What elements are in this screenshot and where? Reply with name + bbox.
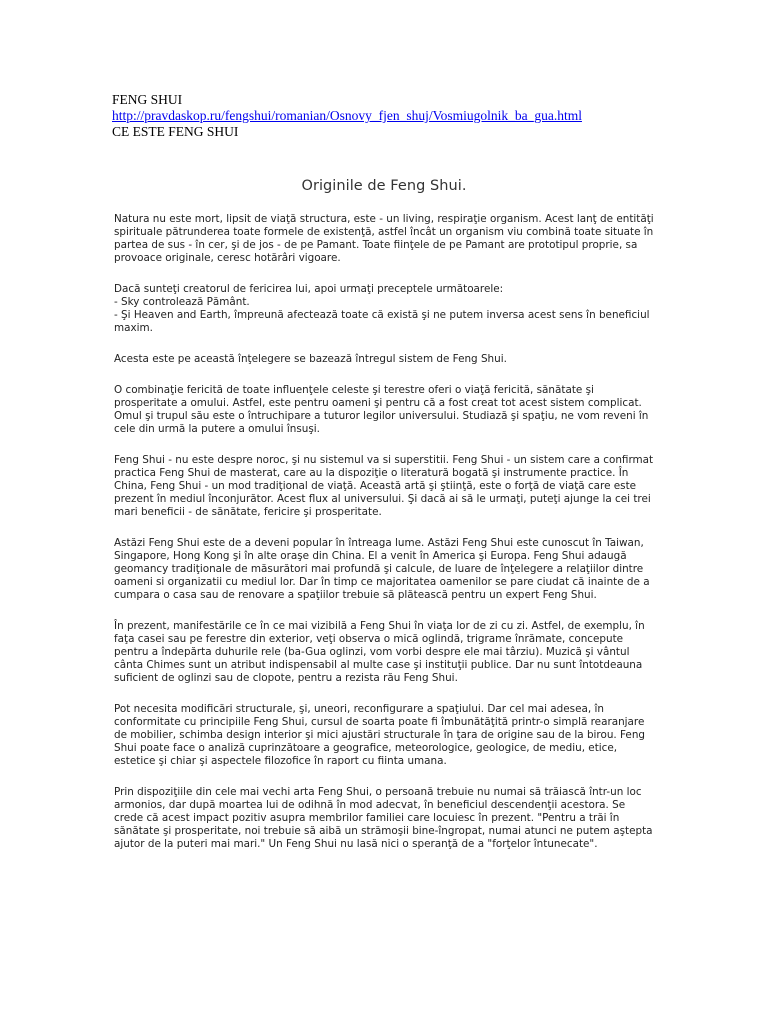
- paragraph-3: Acesta este pe această înţelegere se bazează întregul sistem de Feng Shui.: [114, 353, 507, 365]
- header-title: FENG SHUI: [112, 92, 183, 107]
- source-link[interactable]: http://pravdaskop.ru/fengshui/romanian/Osnovy_fjen_shuj/Vosmiugolnik_ba_gua.html: [112, 108, 582, 123]
- paragraph-1: Natura nu este mort, lipsit de viaţă structura, este - un living, respiraţie organism. Acest lanţ de entităţi spirituale pătrunderea toate formele de existenţă, astfel încât un organism viu combină toate situate în partea de sus - în cer, şi de jos - de pe Pamant. Toate fiinţele de pe Pamant are prototipul proprie, sa provoace originale, ceresc hotărâri vigoare.: [114, 213, 654, 264]
- document-body: [114, 213, 656, 869]
- paragraph-2-item-2: - Şi Heaven and Earth, împreună afectează toate că există şi ne putem inversa acest sens în beneficiul maxim.: [114, 309, 650, 334]
- paragraph-5: Feng Shui - nu este despre noroc, şi nu sistemul va si superstitii. Feng Shui - un sistem care a confirmat practica Feng Shui de masterat, care au la dispoziţie o literatură bogată şi instrumente practice. În China, Feng Shui - un mod tradiţional de viaţă. Această artă şi ştiinţă, este o forţă de viaţă care este prezent în mediul înconjurător. Acest flux al universului. Şi dacă ai să le urmaţi, puteţi ajunge la cei trei mari beneficii - de sănătate, fericire şi prosperitate.: [114, 454, 654, 518]
- paragraph-7: În prezent, manifestările ce în ce mai vizibilă a Feng Shui în viaţa lor de zi cu zi. Astfel, de exemplu, în faţa casei sau pe ferestre din exterior, veţi observa o mică oglindă, trigrame înrămate, concepute pentru a îndepărta duhurile rele (ba-Gua oglinzi, vom vorbi despre ele mai târziu). Muzică şi vântul cânta Chimes sunt un atribut indispensabil al multe case şi instituţii publice. Dar nu sunt întotdeauna suficient de oglinzi sau de clopote, pentru a rezista rău Feng Shui.: [114, 620, 645, 684]
- paragraph-2-intro: Dacă sunteţi creatorul de fericirea lui, apoi urmaţi preceptele următoarele:: [114, 283, 504, 295]
- paragraph-2-item-1: - Sky controlează Pământ.: [114, 296, 250, 308]
- paragraph-6: Astăzi Feng Shui este de a deveni popular în întreaga lume. Astăzi Feng Shui este cunoscut în Taiwan, Singapore, Hong Kong şi în alte oraşe din China. El a venit în America şi Europa. Feng Shui adaugă geomancy tradiţionale de măsurători mai profundă şi calcule, de luare de înţelegere a relaţiilor dintre oameni si organizatii cu mediul lor. Dar în timp ce majoritatea oamenilor se pare ciudat că inainte de a cumpara o casa sau de renovare a spaţiilor trebuie să plătească pentru un expert Feng Shui.: [114, 537, 650, 601]
- document-header: [112, 92, 672, 140]
- paragraph-8: Pot necesita modificări structurale, şi, uneori, reconfigurare a spaţiului. Dar cel mai adesea, în conformitate cu principiile Feng Shui, cursul de soarta poate fi îmbunătăţită printr-o simplă rearanjare de mobilier, schimba design interior şi mici ajustări structurale în ţara de origine sau de la birou. Feng Shui poate face o analiză cuprinzătoare a geografice, meteorologice, geologice, de mediu, etice, estetice şi chiar şi aspectele filozofice în raport cu fiinta umana.: [114, 703, 645, 767]
- document-title: Originile de Feng Shui.: [301, 178, 467, 194]
- header-subtitle: CE ESTE FENG SHUI: [112, 124, 239, 139]
- paragraph-9: Prin dispoziţiile din cele mai vechi arta Feng Shui, o persoană trebuie nu numai să trăiască într-un loc armonios, dar după moartea lui de odihnă în mod adecvat, în beneficiul descendenţii acestora. Se crede că acest impact pozitiv asupra membrilor familiei care locuiesc în prezent. "Pentru a trăi în sănătate şi prosperitate, noi trebuie să aibă un strămoşii bine-îngropat, numai atunci ne putem aştepta ajutor de la puteri mai mari." Un Feng Shui nu lasă nici o speranţă de a "forţelor întunecate".: [114, 786, 653, 850]
- paragraph-4: O combinaţie fericită de toate influenţele celeste şi terestre oferi o viaţă fericită, sănătate şi prosperitate a omului. Astfel, este pentru oameni şi pentru că a fost creat tot acest sistem complicat. Omul şi trupul său este o întruchipare a tuturor legilor universului. Studiază şi spaţiu, ne vom reveni în cele din urmă la putere a omului însuşi.: [114, 384, 649, 435]
- paragraph-2: [114, 283, 656, 335]
